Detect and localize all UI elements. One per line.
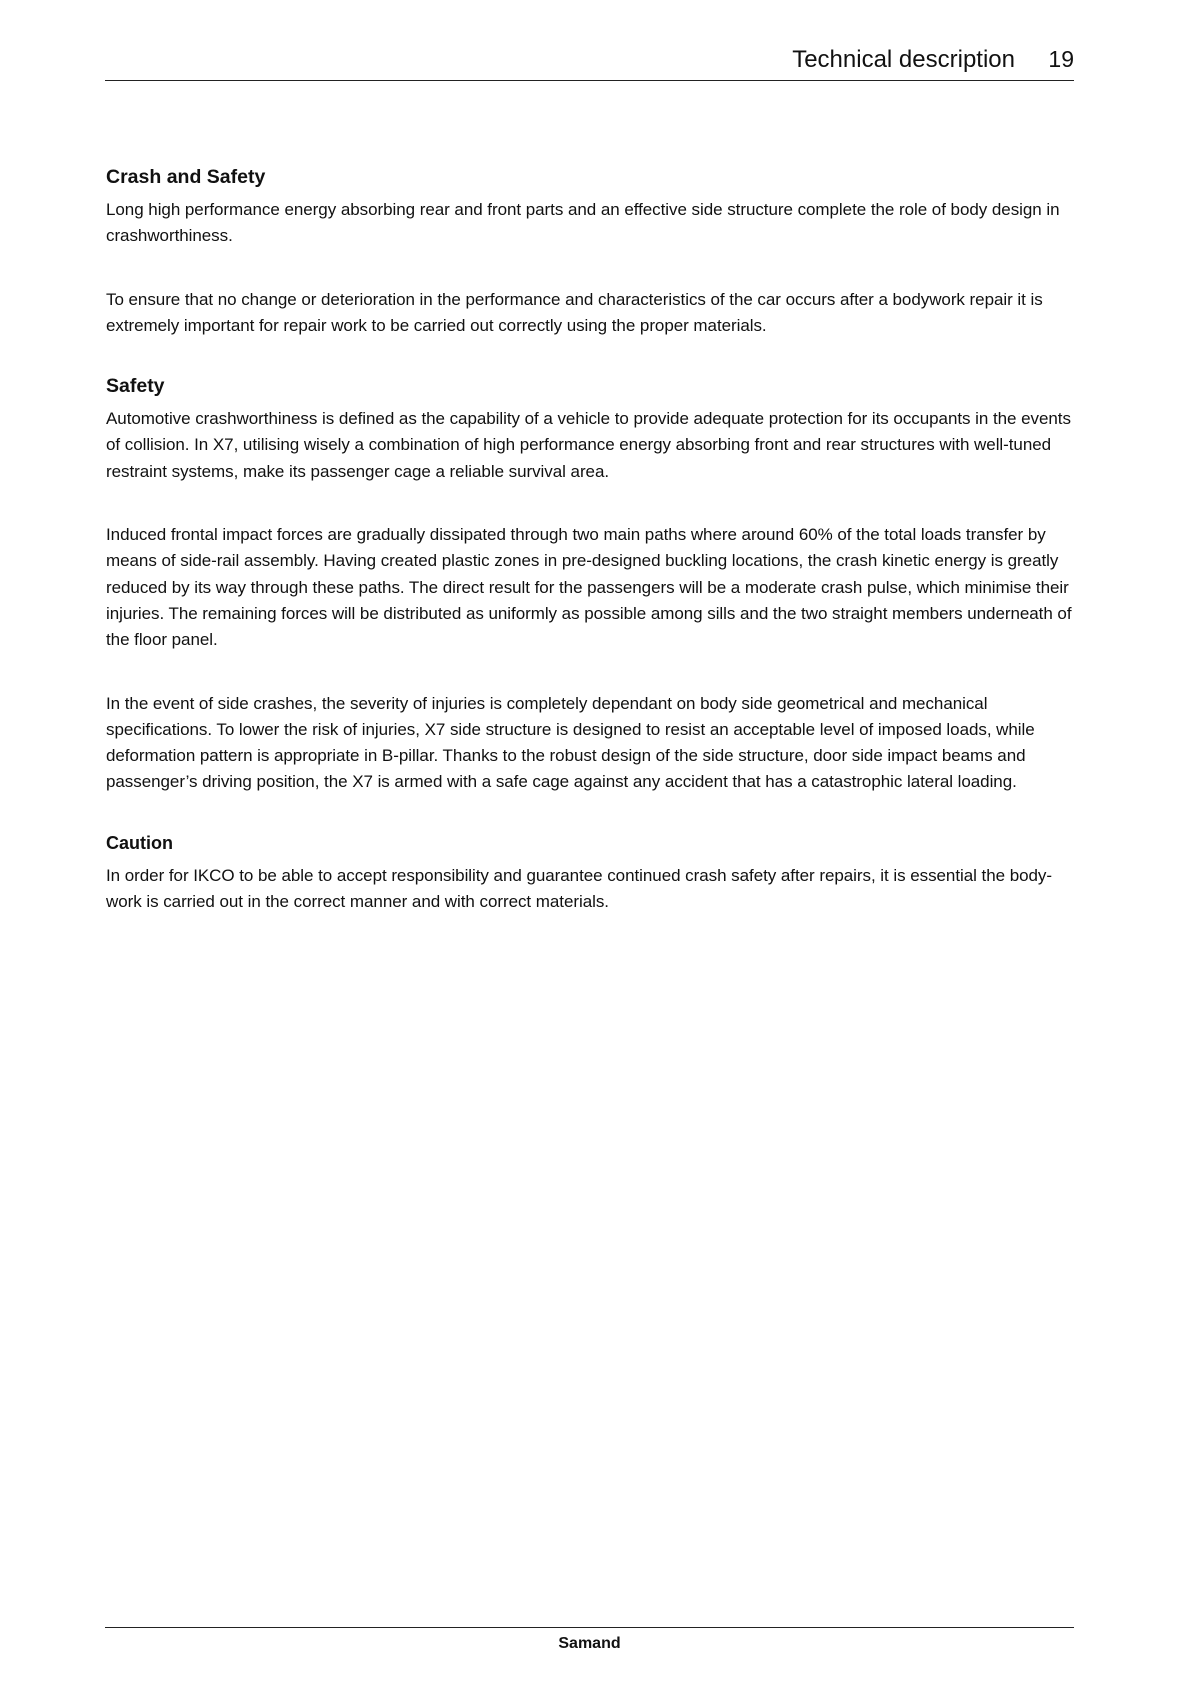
paragraph: Automotive crashworthiness is defined as the capability of a vehicle to provide adequate protection for its occupants in the events of collision. In X7, utilising wisely a combination of high performance energy absorbing front and rear structures with well-tuned restraint systems, make its passenger cage a reliable survival area. bbox=[106, 409, 1071, 481]
paragraph: To ensure that no change or deterioration in the performance and characteristics of the car occurs after a bodywork repair it is extremely important for repair work to be carried out correctly using the proper materials. bbox=[106, 289, 1043, 335]
section-heading: Crash and Safety bbox=[106, 166, 266, 188]
section-crash-and-safety bbox=[106, 165, 1076, 339]
footer-brand: Samand bbox=[558, 1635, 621, 1652]
document-body bbox=[106, 165, 1076, 952]
paragraph: In order for IKCO to be able to accept responsibility and guarantee continued crash safety after repairs, it is essential the body-work is carried out in the correct manner and with correct materials. bbox=[106, 865, 1052, 912]
section-safety bbox=[106, 374, 1076, 796]
section-heading: Caution bbox=[106, 832, 173, 853]
page-header bbox=[105, 40, 1074, 81]
section-caution bbox=[106, 831, 1076, 916]
section-heading: Safety bbox=[106, 375, 165, 398]
paragraph: Induced frontal impact forces are gradually dissipated through two main paths where around 60% of the total loads transfer by means of side-rail assembly. Having created plastic zones in pre-designed buckling locations, the crash kinetic energy is greatly reduced by its way through these paths. The direct result for the passengers will be a moderate crash pulse, which minimise their injuries. The remaining forces will be distributed as uniformly as possible among sills and the two straight members underneath of the floor panel. bbox=[106, 525, 1072, 650]
paragraph: Long high performance energy absorbing rear and front parts and an effective side structure complete the role of body design in crashworthiness. bbox=[106, 200, 1060, 246]
paragraph: In the event of side crashes, the severity of injuries is completely dependant on body side geometrical and mechanical specifications. To lower the risk of injuries, X7 side structure is designed to resist an acceptable level of imposed loads, while deformation pattern is appropriate in B-pillar. Thanks to the robust design of the side structure, door side impact beams and passenger’s driving position, the X7 is armed with a safe cage against any accident that has a catastrophic lateral loading. bbox=[106, 693, 1035, 792]
header-title: Technical description bbox=[792, 46, 1015, 73]
page-footer bbox=[105, 1627, 1074, 1652]
page-number: 19 bbox=[1048, 46, 1074, 72]
